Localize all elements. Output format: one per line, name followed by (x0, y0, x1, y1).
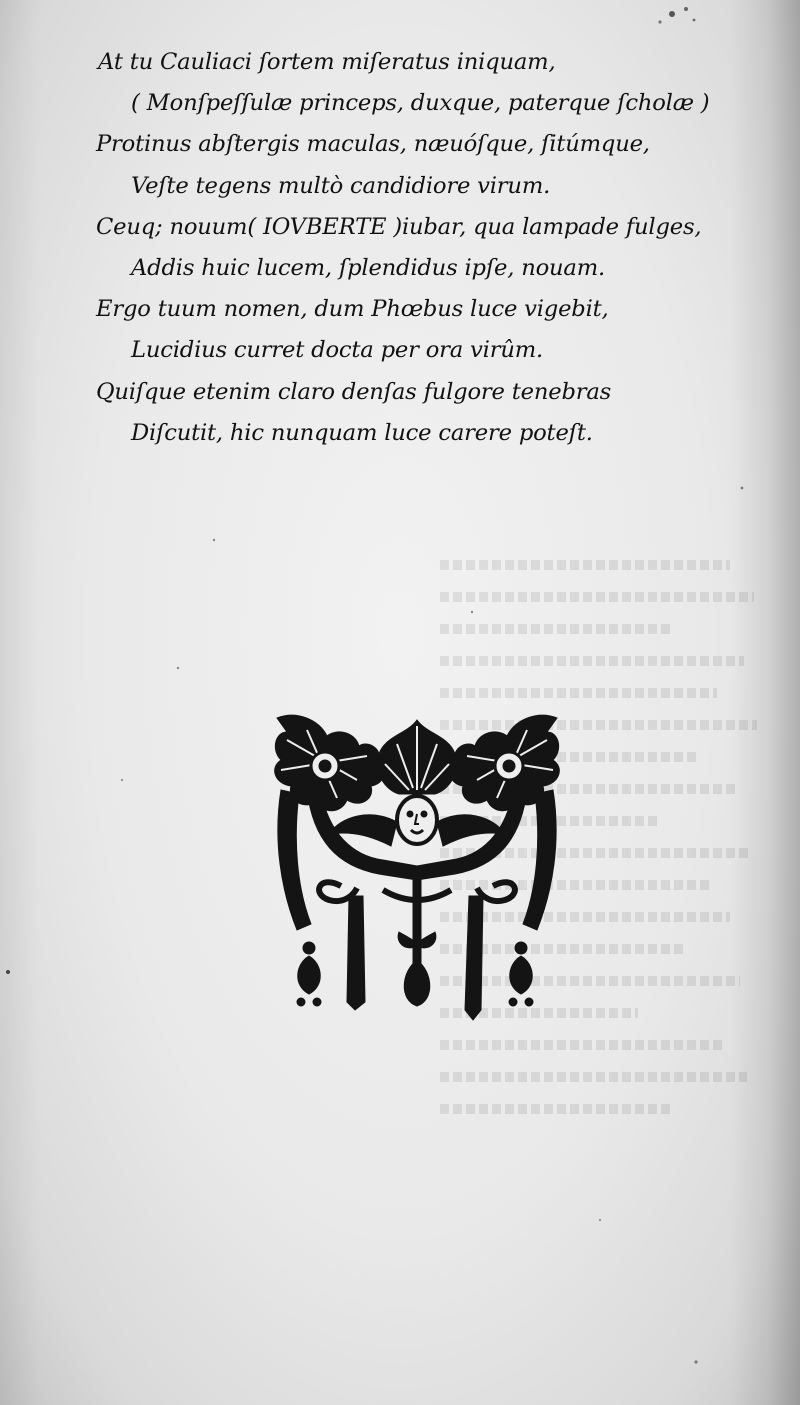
central-plume-icon (377, 720, 456, 794)
left-drape-icon (278, 790, 311, 930)
poem-line: Lucidius curret docta per ora virûm. (131, 338, 544, 364)
poem-line: Veſte tegens multò candidiore virum. (131, 173, 551, 199)
poem-line: At tu Cauliaci ſortem miſeratus iniquam, (98, 50, 556, 75)
woodcut-tailpiece-icon (267, 710, 567, 1030)
latin-poem (96, 42, 796, 454)
right-drape-icon (523, 790, 556, 930)
poem-line: ( Monſpeſſulæ princeps, duxque, paterque ſcholæ ) (131, 91, 710, 117)
right-pendant-icon (465, 896, 483, 1020)
left-pendant-icon (347, 896, 365, 1010)
poem-line: Ceuq; nouum( IOVBERTE )iubar, qua lampade fulges, (96, 214, 702, 240)
cherub-face-icon (397, 796, 437, 844)
poem-line: Ergo tuum nomen, dum Phœbus luce vigebit, (96, 297, 609, 323)
poem-line: Diſcutit, hic nunquam luce carere poteſt. (131, 420, 593, 446)
poem-line: Protinus abſtergis maculas, næuóſque, ſitúmque, (96, 132, 650, 158)
poem-line: Quiſque etenim claro denſas fulgore tenebras (96, 379, 612, 405)
poem-line: Addis huic lucem, ſplendidus ipſe, nouam. (131, 256, 606, 282)
